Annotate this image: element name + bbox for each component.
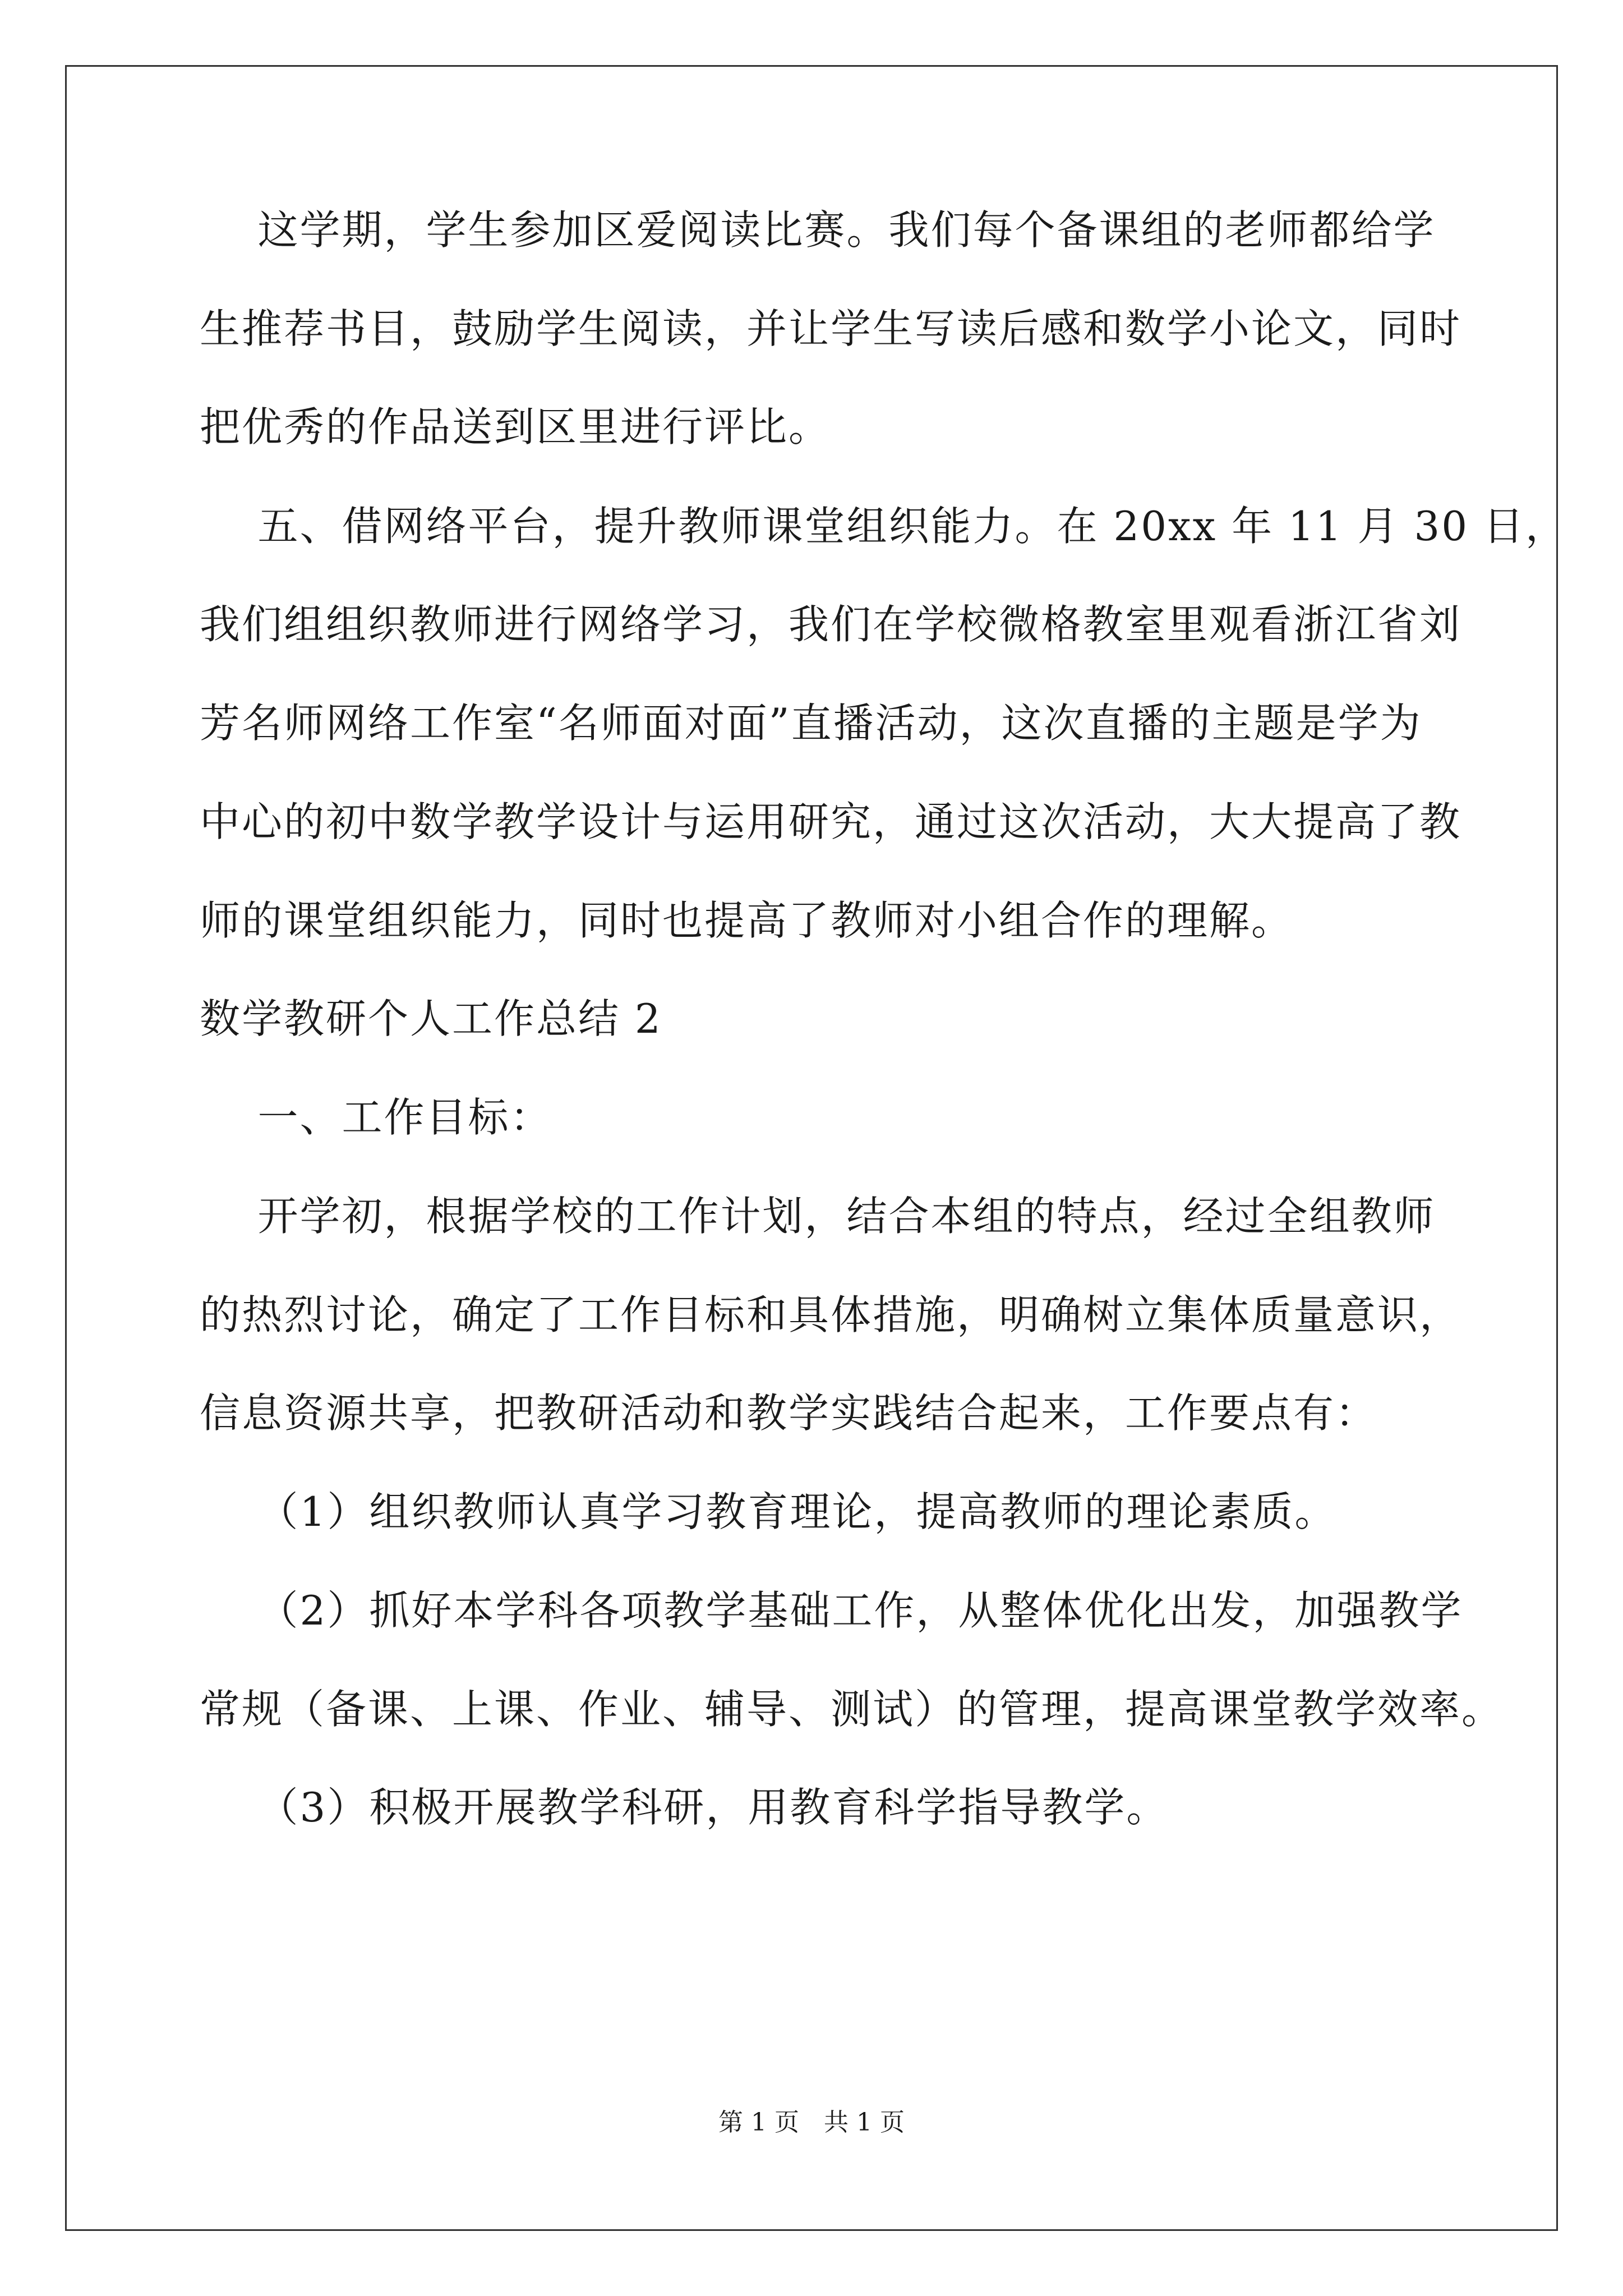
- paragraph-line: 五、借网络平台，提升教师课堂组织能力。在 20xx 年 11 月 30 日，: [200, 503, 1567, 550]
- paragraph-line: 的热烈讨论，确定了工作目标和具体措施，明确树立集体质量意识，: [200, 1291, 1462, 1338]
- page-border: [65, 65, 1558, 2231]
- paragraph-line: 中心的初中数学教学设计与运用研究，通过这次活动，大大提高了教: [200, 798, 1462, 845]
- page-number-footer: 第 1 页 共 1 页: [718, 2108, 905, 2137]
- paragraph-line: 信息资源共享，把教研活动和教学实践结合起来，工作要点有：: [200, 1389, 1378, 1437]
- paragraph-line: （1）组织教师认真学习教育理论，提高教师的理论素质。: [200, 1488, 1337, 1535]
- paragraph-line: （3）积极开展教学科研，用教育科学指导教学。: [200, 1784, 1169, 1831]
- paragraph-line: 生推荐书目，鼓励学生阅读，并让学生写读后感和数学小论文，同时: [200, 305, 1462, 352]
- paragraph-line: （2）抓好本学科各项教学基础工作，从整体优化出发，加强教学: [200, 1587, 1463, 1634]
- paragraph-line: 芳名师网络工作室“名师面对面”直播活动，这次直播的主题是学为: [200, 700, 1422, 747]
- paragraph-line: 我们组组织教师进行网络学习，我们在学校微格教室里观看浙江省刘: [200, 601, 1462, 648]
- paragraph-line: 开学初，根据学校的工作计划，结合本组的特点，经过全组教师: [200, 1193, 1436, 1240]
- paragraph-line: 师的课堂组织能力，同时也提高了教师对小组合作的理解。: [200, 897, 1294, 944]
- paragraph-line: 把优秀的作品送到区里进行评比。: [200, 403, 831, 450]
- paragraph-line: 一、工作目标：: [200, 1094, 552, 1141]
- section-heading: 数学教研个人工作总结 2: [200, 995, 662, 1042]
- paragraph-line: 常规（备课、上课、作业、辅导、测试）的管理，提高课堂教学效率。: [200, 1686, 1504, 1733]
- paragraph-line: 这学期，学生参加区爱阅读比赛。我们每个备课组的老师都给学: [200, 206, 1436, 254]
